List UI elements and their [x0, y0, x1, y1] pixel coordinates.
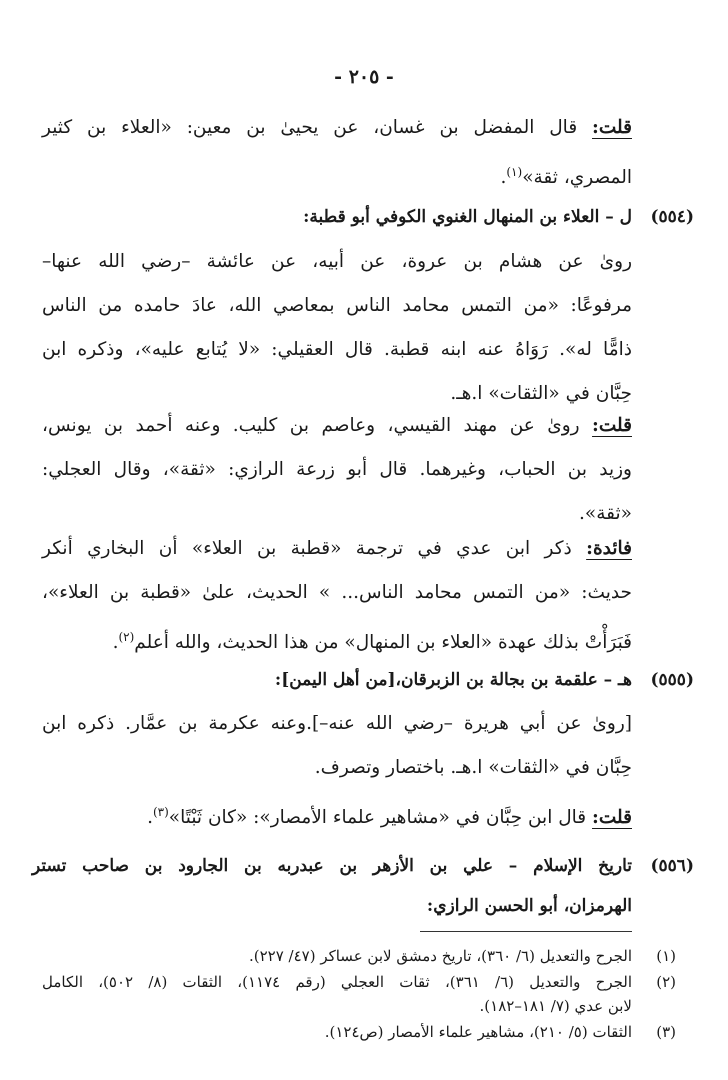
footnote-ref-2: (٢) [118, 630, 135, 644]
entry-title: تاريخ الإسلام – علي بن الأزهر بن عبدربه بن الجارود بن صاحب تستر [32, 856, 632, 876]
body-line: حِبَّان في «الثقات» ا.هـ. باختصار وتصرف. [314, 757, 632, 778]
footnote-number: (٣) [656, 1023, 676, 1041]
qult-label: قلت: [592, 415, 632, 436]
body-line: مرفوعًا: «من التمس محامد الناس بمعاصي الله، عادَ حامده من الناس [42, 295, 632, 316]
footnote-text: الجرح والتعديل (٦/ ٣٦٠)، تاريخ دمشق لابن عساكر (٤٧/ ٢٢٧). [248, 947, 632, 965]
entry-title: ل – العلاء بن المنهال الغنوي الكوفي أبو قطبة: [303, 207, 632, 227]
qult-line: روىٰ عن مهند القيسي، وعاصم بن كليب. وعنه أحمد بن يونس، [42, 415, 580, 436]
footnote-text: لابن عدي (٧/ ١٨١–١٨٢). [479, 997, 632, 1015]
footnote-text: الثقات (٥/ ٢١٠)، مشاهير علماء الأمصار (ص١٢٤). [324, 1023, 632, 1041]
faida-label: فائدة: [586, 538, 632, 559]
qult-line: وزيد بن الحباب، وغيرهما. قال أبو زرعة الرازي: «ثقة»، وقال العجلي: [42, 459, 632, 480]
entry-554-qult [42, 404, 632, 536]
faida-line: فَبَرَأْتْ بذلك عهدة «العلاء بن المنهال» من هذا الحديث، والله أعلم [134, 632, 632, 654]
qult-label: قلت: [592, 117, 632, 138]
faida-line: ذكر ابن عدي في ترجمة «قطبة بن العلاء» أن البخاري أنكر [42, 538, 572, 559]
footnote [42, 944, 676, 968]
qult-line: «ثقة». [579, 503, 632, 524]
footnote [42, 970, 676, 1018]
entry-554-heading [32, 207, 694, 227]
footnote-number: (١) [656, 947, 676, 965]
page-number: - ٢٠٥ - [334, 66, 394, 88]
qult-line: قال ابن حِبَّان في «مشاهير علماء الأمصار»: «كان ثَبْتًا» [168, 807, 587, 829]
entry-554-faida: فائدة: ذكر ابن عدي في ترجمة «قطبة بن العلاء» أن البخاري أنكر حديث: «من التمس محامد الناس... » الحديث، علىٰ «قطبة بن العلاء»، فَبَرَأْتْ بذلك عهدة «العلاء بن المنهال» من هذا الحديث، والله أعلم$^{(٢)}$. [42, 538, 632, 654]
entry-number: (٥٥٥) [650, 670, 694, 690]
intro-line-1: قال المفضل بن غسان، عن يحيىٰ بن معين: «العلاء بن كثير [42, 117, 578, 138]
body-line: [روىٰ عن أبي هريرة –رضي الله عنه–].وعنه عكرمة بن عمَّار. ذكره ابن [42, 713, 632, 734]
entry-555-body: [روىٰ عن أبي هريرة –رضي الله عنه–].وعنه عكرمة بن عمَّار. ذكره ابن حِبَّان في «الثقات» ا.هـ. باختصار وتصرف. قلت: قال ابن حِبَّان في «مشاهير علماء الأمصار»: «كان ثَبْتًا»$^{(٣)}$. [42, 702, 632, 834]
footnote-ref-3: (٣) [152, 805, 169, 819]
entry-556-heading [32, 846, 694, 926]
intro-line-2: المصري، ثقة» [522, 167, 632, 189]
body-line: روىٰ عن هشام بن عروة، عن أبيه، عن عائشة –رضي الله عنها– [42, 251, 632, 272]
footnote-text: الجرح والتعديل (٦/ ٣٦١)، ثقات العجلي (رقم ١١٧٤)، الثقات (٨/ ٥٠٢)، الكامل [42, 973, 633, 991]
footnote-ref-1: (١) [506, 165, 523, 179]
body-line: ذامًّا له». رَوَاهُ عنه ابنه قطبة. قال العقيلي: «لا يُتابع عليه»، وذكره ابن [42, 339, 632, 360]
entry-number: (٥٥٤) [650, 207, 694, 227]
entry-title: هـ – علقمة بن بجالة بن الزبرقان،[من أهل اليمن]: [274, 670, 632, 690]
footnote-divider [420, 931, 632, 932]
entry-number: (٥٥٦) [650, 856, 694, 876]
footnote [42, 1020, 676, 1044]
faida-line: حديث: «من التمس محامد الناس... » الحديث، علىٰ «قطبة بن العلاء»، [42, 582, 632, 603]
body-line: حِبَّان في «الثقات» ا.هـ. [450, 383, 632, 404]
entry-554-body [42, 240, 632, 416]
entry-title: الهرمزان، أبو الحسن الرازي: [426, 896, 632, 916]
footnote-number: (٢) [656, 973, 676, 991]
qult-label: قلت: [592, 807, 632, 829]
entry-555-heading [32, 670, 694, 690]
intro-paragraph: قلت: قال المفضل بن غسان، عن يحيىٰ بن معين: «العلاء بن كثير المصري، ثقة»$^{(١)}$. [42, 117, 632, 189]
